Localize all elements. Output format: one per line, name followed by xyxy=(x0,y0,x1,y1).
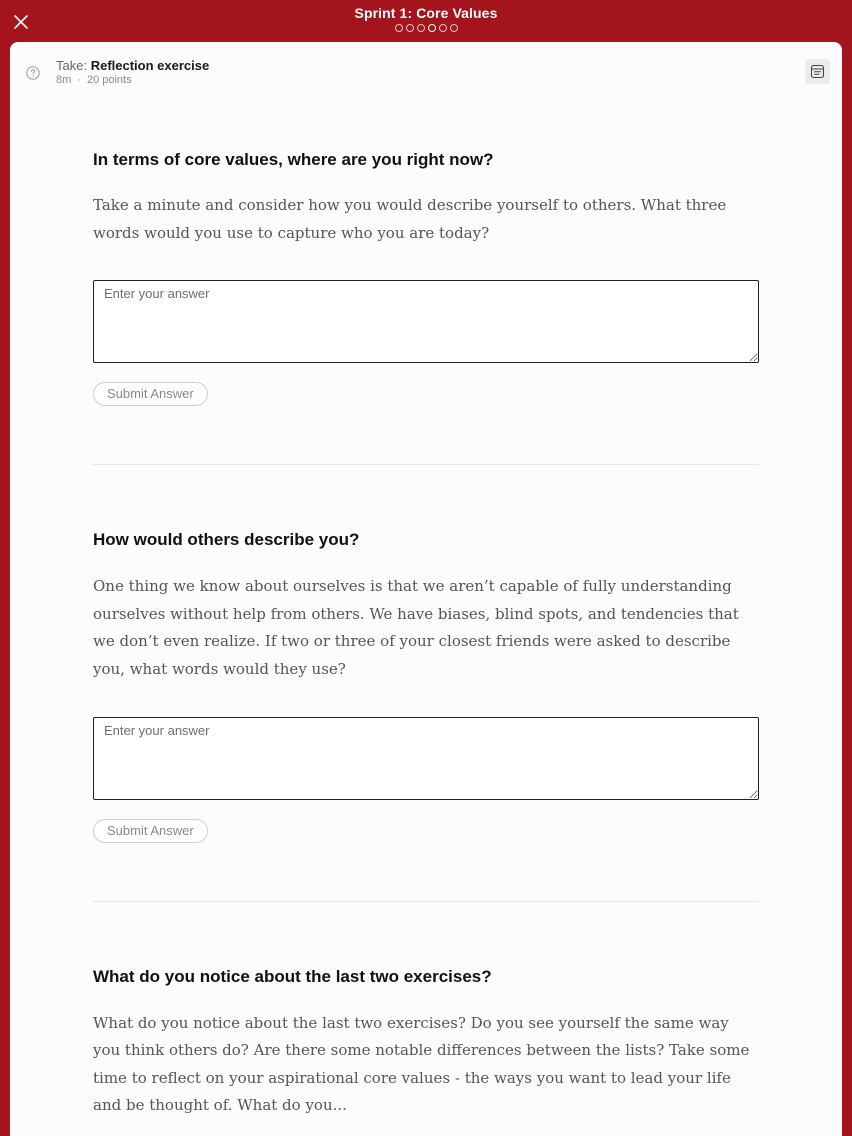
progress-indicator xyxy=(0,24,852,33)
notes-icon[interactable] xyxy=(805,59,830,84)
question-prompt: One thing we know about ourselves is that we aren’t capable of fully understanding ourselves without help from others. We have biases, blind spots, and tendencies that we don’t even realize. If two or three of your closest friends were asked to describe you, what words would they use? xyxy=(93,577,739,678)
exercise-content xyxy=(93,102,759,1120)
question-block xyxy=(93,465,759,842)
progress-dot[interactable] xyxy=(428,24,436,32)
answer-input[interactable] xyxy=(93,717,759,800)
progress-dot[interactable] xyxy=(450,24,458,32)
sprint-title: Sprint 1: Core Values xyxy=(354,5,498,21)
question-heading: How would others describe you? xyxy=(93,530,360,550)
progress-dot[interactable] xyxy=(417,24,425,32)
points: 20 points xyxy=(86,74,132,86)
question-heading: In terms of core values, where are you right now? xyxy=(93,150,494,169)
activity-title xyxy=(56,58,209,73)
exercise-header xyxy=(10,42,842,102)
progress-dot[interactable] xyxy=(439,24,447,32)
exercise-sheet xyxy=(10,42,842,1136)
progress-dot[interactable] xyxy=(395,24,403,32)
submit-answer-button[interactable]: Submit Answer xyxy=(93,819,208,843)
question-circle-icon[interactable] xyxy=(26,66,40,80)
question-block xyxy=(93,902,759,1120)
progress-dot[interactable] xyxy=(406,24,414,32)
question-heading: What do you notice about the last two exercises? xyxy=(93,966,492,986)
submit-answer-button[interactable]: Submit Answer xyxy=(93,382,208,406)
question-prompt: Take a minute and consider how you would describe yourself to others. What three words would you use to capture who you are today? xyxy=(93,196,727,242)
duration: 8m xyxy=(56,74,72,86)
meta-separator: · xyxy=(77,74,81,86)
top-bar xyxy=(0,0,852,42)
activity-meta xyxy=(56,74,209,86)
answer-input[interactable] xyxy=(93,280,759,363)
question-block xyxy=(93,102,759,406)
activity-info xyxy=(56,58,209,86)
question-prompt: What do you notice about the last two exercises? Do you see yourself the same way you think others do? Are there some notable differences between the lists? Take some time to reflect on your aspirational core values - the ways you want to lead your life and be thought of. What do you... xyxy=(93,1013,750,1115)
activity-name: Reflection exercise xyxy=(90,58,210,73)
activity-prefix: Take: xyxy=(56,58,88,73)
